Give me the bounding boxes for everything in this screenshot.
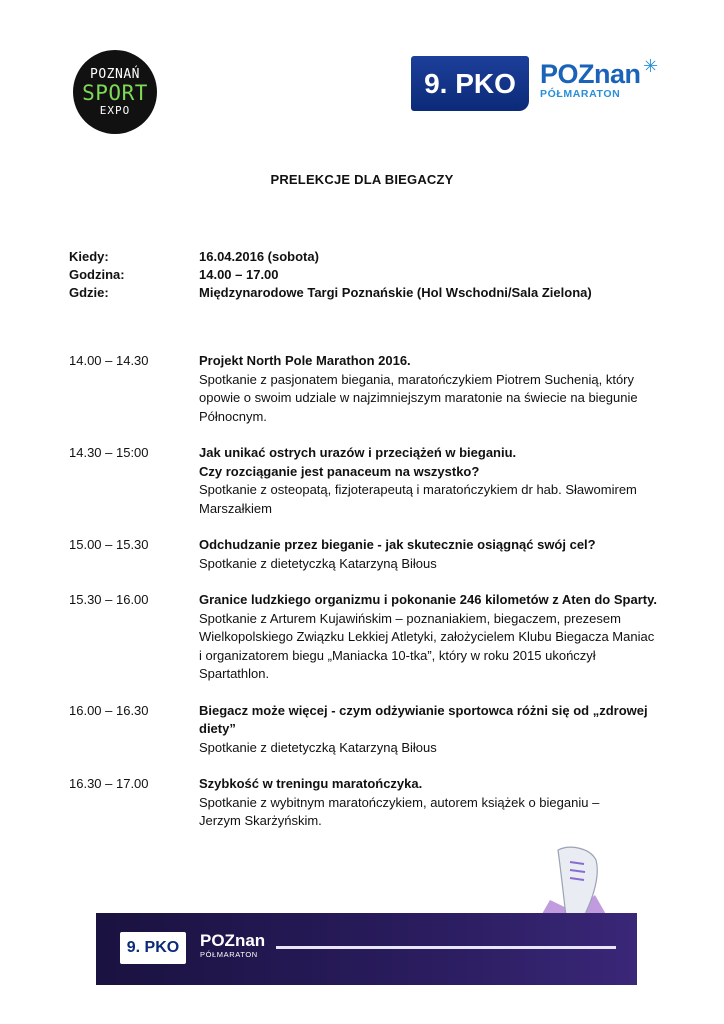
- schedule-item: [69, 444, 659, 518]
- banner-poznan-sub: PÓŁMARATON: [200, 950, 258, 959]
- page-title: PRELEKCJE DLA BIEGACZY: [270, 172, 454, 187]
- info-key: Godzina:: [69, 267, 125, 282]
- event-info: [69, 248, 592, 302]
- schedule-body: [199, 444, 659, 518]
- expo-logo-line2: SPORT: [82, 80, 148, 105]
- schedule-desc: Spotkanie z wybitnym maratończykiem, autorem książek o bieganiu – Jerzym Skarżyńskim.: [199, 794, 600, 828]
- schedule-title: Szybkość w treningu maratończyka.: [199, 776, 423, 791]
- info-value: 16.04.2016 (sobota): [199, 249, 319, 264]
- schedule-item: [69, 536, 659, 573]
- pko-badge-logo: 9. PKO: [411, 56, 529, 111]
- schedule-title: Granice ludzkiego organizmu i pokonanie 246 kilometów z Aten do Sparty.: [199, 592, 657, 607]
- footer-banner: [96, 913, 637, 985]
- schedule-desc: Spotkanie z osteopatą, fizjoterapeutą i maratończykiem dr hab. Sławomirem Marszałkiem: [199, 482, 637, 516]
- schedule-title: Biegacz może więcej - czym odżywianie sportowca różni się od „zdrowej diety”: [199, 702, 648, 736]
- schedule-title: Projekt North Pole Marathon 2016.: [199, 353, 411, 368]
- schedule-desc: Spotkanie z Arturem Kujawińskim – poznaniakiem, biegaczem, prezesem Wielkopolskiego Związku Lekkiej Atletyki, założycielem Klubu Biegacza Maniac i organizatorem biegu „Maniacka 10-tka”, który w roku 2015 ukończył Spartathlon.: [199, 610, 655, 681]
- star-icon: ✳: [643, 56, 659, 76]
- banner-poznan-logo: [200, 932, 265, 960]
- schedule-desc: Spotkanie z dietetyczką Katarzyną Biłous: [199, 739, 437, 755]
- schedule-time: 15.00 – 15.30: [69, 537, 149, 552]
- schedule-item: [69, 591, 659, 684]
- schedule-item: [69, 702, 659, 758]
- schedule-time: 14.00 – 14.30: [69, 353, 149, 368]
- schedule-body: [199, 591, 659, 684]
- info-value: Międzynarodowe Targi Poznańskie (Hol Wschodni/Sala Zielona): [199, 285, 592, 300]
- schedule-body: [199, 775, 659, 831]
- banner-pko-logo: 9. PKO: [120, 932, 186, 964]
- schedule-desc: Spotkanie z dietetyczką Katarzyną Biłous: [199, 555, 437, 571]
- schedule-item: [69, 775, 659, 831]
- banner-poznan-name: POZnan: [200, 931, 266, 950]
- schedule-body: [199, 536, 659, 573]
- schedule-time: 14.30 – 15:00: [69, 445, 149, 460]
- poznan-sport-expo-logo: [73, 50, 157, 134]
- poznan-logo-sub: PÓŁMARATON: [540, 88, 621, 100]
- expo-logo-line3: EXPO: [99, 103, 131, 117]
- schedule-time: 15.30 – 16.00: [69, 592, 149, 607]
- expo-logo-line1: POZNAŃ: [90, 66, 140, 82]
- schedule-time: 16.00 – 16.30: [69, 702, 149, 718]
- schedule-list: [69, 352, 659, 831]
- info-row: [69, 266, 592, 284]
- poznan-polmaraton-logo: [540, 56, 660, 106]
- schedule-body: [199, 352, 659, 426]
- schedule-desc: Spotkanie z pasjonatem biegania, maratończykiem Piotrem Suchenią, który opowie o swoim udziale w najzimniejszym maratonie na świecie na biegunie Północnym.: [199, 371, 638, 424]
- schedule-time: 16.30 – 17.00: [69, 776, 149, 791]
- info-key: Gdzie:: [69, 285, 109, 300]
- info-key: Kiedy:: [69, 249, 109, 264]
- schedule-title: Odchudzanie przez bieganie - jak skutecznie osiągnąć swój cel?: [199, 537, 596, 552]
- schedule-body: [199, 702, 659, 758]
- info-value: 14.00 – 17.00: [199, 267, 279, 282]
- poznan-logo-name: POZnan: [540, 59, 641, 89]
- schedule-title: Jak unikać ostrych urazów i przeciążeń w bieganiu. Czy rozciąganie jest panaceum na wszystko?: [199, 445, 517, 479]
- info-row: [69, 248, 592, 266]
- info-row: [69, 284, 592, 302]
- banner-divider: [276, 946, 616, 949]
- schedule-item: [69, 352, 659, 426]
